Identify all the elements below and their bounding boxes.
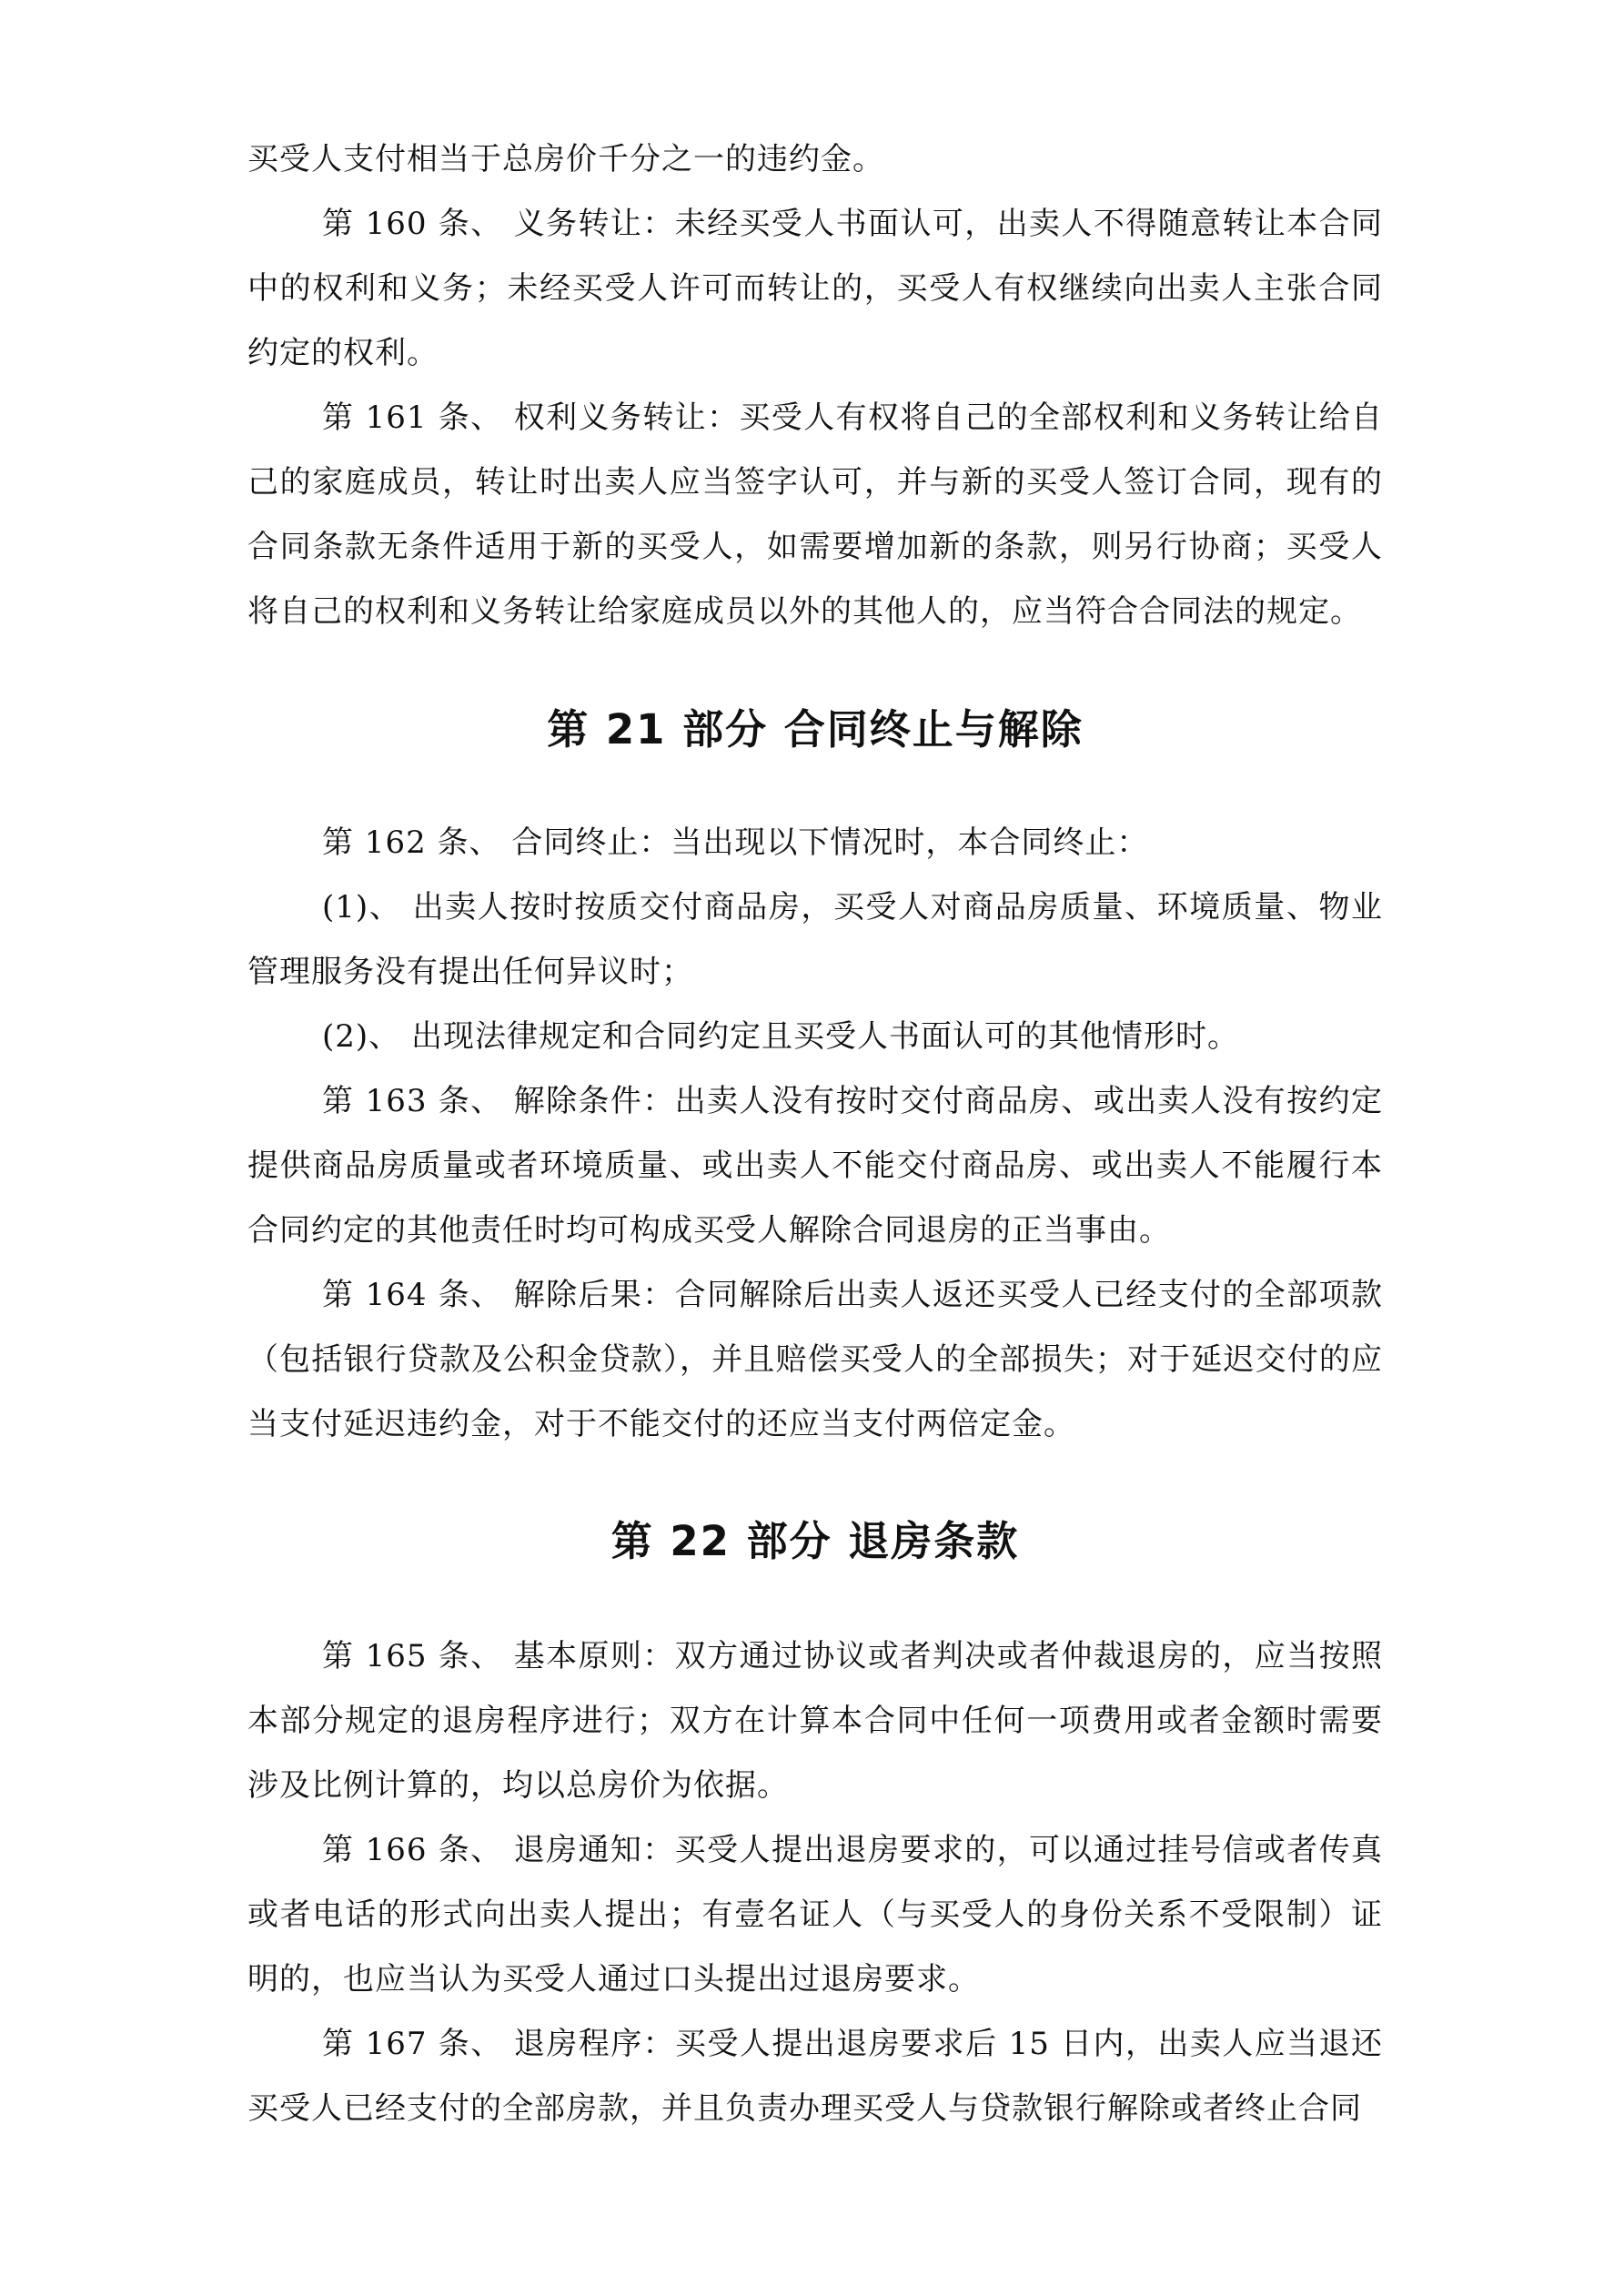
section-21-heading: 第 21 部分 合同终止与解除 <box>547 705 1084 754</box>
article-164: 第 164 条、 解除后果：合同解除后出卖人返还买受人已经支付的全部项款（包括银行贷款及公积金贷款），并且赔偿买受人的全部损失；对于延迟交付的应当支付延迟违约金，对于不能交付的还应当支付两倍定金。 <box>247 1277 1383 1442</box>
section-22-heading: 第 22 部分 退房条款 <box>610 1517 1020 1565</box>
article-163: 第 163 条、 解除条件：出卖人没有按时交付商品房、或出卖人没有按约定提供商品房质量或者环境质量、或出卖人不能交付商品房、或出卖人不能履行本合同约定的其他责任时均可构成买受人解除合同退房的正当事由。 <box>247 1083 1383 1249</box>
article-167: 第 167 条、 退房程序：买受人提出退房要求后 15 日内，出卖人应当退还买受人已经支付的全部房款，并且负责办理买受人与贷款银行解除或者终止合同 <box>247 2026 1383 2127</box>
paragraph-continuation: 买受人支付相当于总房价千分之一的违约金。 <box>247 141 884 177</box>
article-165: 第 165 条、 基本原则：双方通过协议或者判决或者仲裁退房的，应当按照本部分规定的退房程序进行；双方在计算本合同中任何一项费用或者金额时需要涉及比例计算的，均以总房价为依据。 <box>247 1638 1383 1804</box>
page-content <box>247 127 1383 2141</box>
article-166: 第 166 条、 退房通知：买受人提出退房要求的，可以通过挂号信或者传真或者电话的形式向出卖人提出；有壹名证人（与买受人的身份关系不受限制）证明的，也应当认为买受人通过口头提出过退房要求。 <box>247 1832 1383 1998</box>
article-162-item-2: (2)、 出现法律规定和合同约定且买受人书面认可的其他情形时。 <box>322 1018 1239 1055</box>
article-162-item-1: (1)、 出卖人按时按质交付商品房，买受人对商品房质量、环境质量、物业管理服务没有提出任何异议时； <box>247 889 1383 990</box>
article-162: 第 162 条、 合同终止：当出现以下情况时，本合同终止： <box>322 824 1149 861</box>
article-161: 第 161 条、 权利义务转让：买受人有权将自己的全部权利和义务转让给自己的家庭成员，转让时出卖人应当签字认可，并与新的买受人签订合同，现有的合同条款无条件适用于新的买受人，如需要增加新的条款，则另行协商；买受人将自己的权利和义务转让给家庭成员以外的其他人的，应当符合合同法的规定。 <box>247 400 1383 630</box>
article-160: 第 160 条、 义务转让：未经买受人书面认可，出卖人不得随意转让本合同中的权利和义务；未经买受人许可而转让的，买受人有权继续向出卖人主张合同约定的权利。 <box>247 206 1383 371</box>
